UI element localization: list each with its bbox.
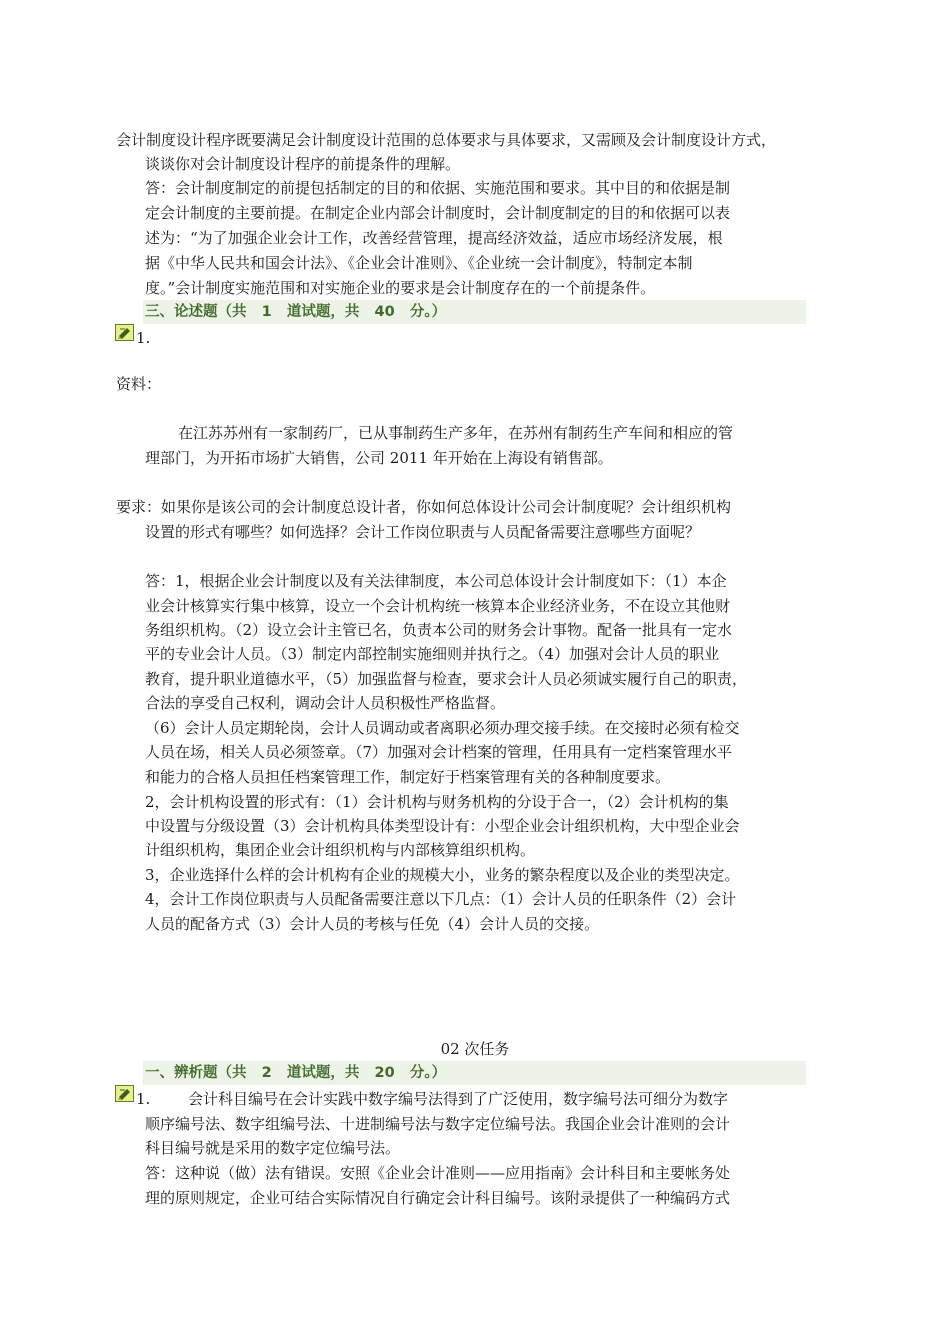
task-title: 02 次任务	[440, 1040, 510, 1058]
question-number: 1.	[136, 329, 151, 347]
answer-text-line: 业会计核算实行集中核算，设立一个会计机构统一核算本企业经济业务，不在设立其他财	[145, 597, 731, 615]
material-text-line: 理部门，为开拓市场扩大销售，公司 2011 年开始在上海设有销售部。	[145, 449, 613, 467]
material-text-line: 在江苏苏州有一家制药厂，已从事制药生产多年，在苏州有制药生产车间和相应的管	[178, 424, 734, 442]
requirement-text-line: 设置的形式有哪些？如何选择？会计工作岗位职责与人员配备需要注意哪些方面呢？	[145, 523, 701, 541]
section-heading: 一、辨析题（共 2 道试题，共 20 分。）	[145, 1065, 447, 1081]
question-text-line: 顺序编号法、数字组编号法、十进制编号法与数字定位编号法。我国企业会计准则的会计	[145, 1115, 731, 1133]
pencil-edit-icon	[115, 1085, 134, 1102]
section-heading: 三、论述题（共 1 道试题，共 40 分。）	[145, 304, 447, 320]
answer-text-line: 答：会计制度制定的前提包括制定的目的和依据、实施范围和要求。其中目的和依据是制	[145, 179, 731, 197]
question-text-line: 会计科目编号在会计实践中数字编号法得到了广泛使用，数字编号法可细分为数字	[188, 1090, 729, 1108]
answer-text-line: 计组织机构，集团企业会计组织机构与内部核算组织机构。	[145, 841, 536, 859]
material-label: 资料：	[116, 375, 162, 393]
answer-text-line: 平的专业会计人员。（3）制定内部控制实施细则并执行之。（4）加强对会计人员的职业	[145, 645, 720, 663]
answer-text-line: 人员在场，相关人员必须签章。（7）加强对会计档案的管理，任用具有一定档案管理水平	[145, 743, 733, 761]
answer-text-line: 理的原则规定，企业可结合实际情况自行确定会计科目编号。该附录提供了一种编码方式	[145, 1189, 731, 1207]
answer-text-line: 2，会计机构设置的形式有：（1）会计机构与财务机构的分设于合一，（2）会计机构的集	[145, 793, 729, 811]
answer-text-line: 4，会计工作岗位职责与人员配备需要注意以下几点：（1）会计人员的任职条件（2）会计	[145, 890, 737, 908]
question-text-line: 谈谈你对会计制度设计程序的前提条件的理解。	[145, 155, 461, 173]
answer-text-line: 务组织机构。（2）设立会计主管已名，负责本公司的财务会计事物。配备一批具有一定水	[145, 621, 733, 639]
answer-text-line: 答：1，根据企业会计制度以及有关法律制度，本公司总体设计会计制度如下：（1）本企	[145, 572, 727, 590]
answer-text-line: （6）会计人员定期轮岗，会计人员调动或者离职必须办理交接手续。在交接时必须有检交	[145, 719, 740, 737]
answer-text-line: 人员的配备方式（3）会计人员的考核与任免（4）会计人员的交接。	[145, 915, 600, 933]
answer-text-line: 据《中华人民共和国会计法》、《企业会计准则》、《企业统一会计制度》，特制定本制	[145, 254, 693, 272]
requirement-text-line: 要求：如果你是该公司的会计制度总设计者，你如何总体设计公司会计制度呢？会计组织机构	[116, 498, 732, 516]
answer-text-line: 合法的享受自己权利，调动会计人员积极性严格监督。	[145, 694, 506, 712]
answer-text-line: 述为：“为了加强企业会计工作，改善经营管理，提高经济效益，适应市场经济发展，根	[145, 229, 723, 247]
answer-text-line: 答：这种说（做）法有错误。安照《企业会计准则——应用指南》会计科目和主要帐务处	[145, 1164, 731, 1182]
answer-text-line: 定会计制度的主要前提。在制定企业内部会计制度时，会计制度制定的目的和依据可以表	[145, 204, 731, 222]
question-text-line: 科目编号就是采用的数字定位编号法。	[145, 1139, 401, 1157]
answer-text-line: 度。”会计制度实施范围和对实施企业的要求是会计制度存在的一个前提条件。	[145, 279, 656, 297]
question-number: 1.	[136, 1090, 151, 1108]
pencil-edit-icon	[115, 324, 134, 341]
answer-text-line: 中设置与分级设置（3）会计机构具体类型设计有：小型企业会计组织机构，大中型企业会	[145, 817, 740, 835]
answer-text-line: 和能力的合格人员担任档案管理工作，制定好于档案管理有关的各种制度要求。	[145, 768, 671, 786]
question-text-line: 会计制度设计程序既要满足会计制度设计范围的总体要求与具体要求，又需顾及会计制度设计方式，	[116, 131, 777, 149]
answer-text-line: 3，企业选择什么样的会计机构有企业的规模大小，业务的繁杂程度以及企业的类型决定。	[145, 866, 740, 884]
answer-text-line: 教育，提升职业道德水平，（5）加强监督与检查，要求会计人员必须诚实履行自己的职责，	[145, 670, 748, 688]
